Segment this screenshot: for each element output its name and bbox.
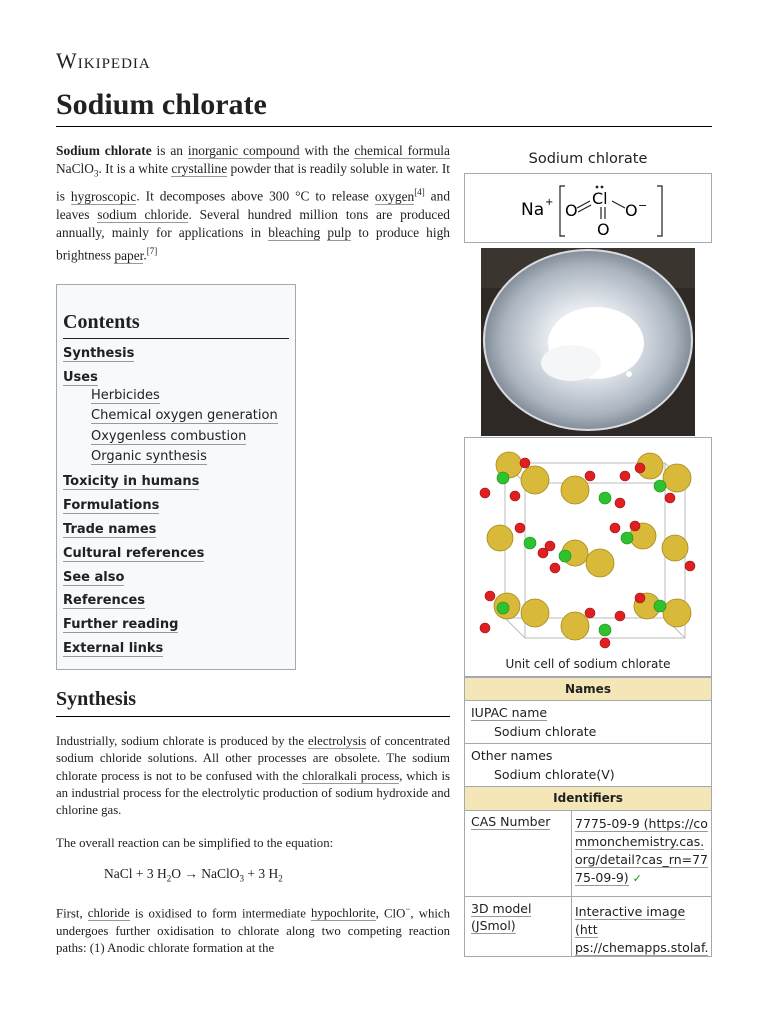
svg-text:O: O	[625, 201, 638, 220]
link-paper[interactable]: paper	[114, 247, 144, 263]
other-names-value: Sodium chlorate(V)	[494, 767, 615, 782]
3d-model-row	[464, 897, 712, 957]
link-electrolysis[interactable]: electrolysis	[307, 734, 367, 748]
column-divider	[571, 811, 572, 897]
toc-item-oxygenless-combustion[interactable]: Oxygenless combustion	[91, 429, 247, 444]
ref-4[interactable]: [4]	[414, 187, 425, 198]
toc-title: Contents	[63, 311, 140, 333]
column-divider	[571, 897, 572, 957]
synthesis-paragraph-2: The overall reaction can be simplified to the equation:	[56, 836, 334, 850]
svg-text:+: +	[545, 197, 554, 208]
iupac-name-label[interactable]: IUPAC name	[471, 705, 548, 720]
toc-item-trade-names[interactable]: Trade names	[63, 522, 157, 537]
infobox-title: Sodium chlorate	[528, 151, 648, 167]
toc-item-uses[interactable]: Uses	[63, 370, 98, 385]
unit-cell-caption: Unit cell of sodium chlorate	[505, 657, 671, 671]
iupac-name-row	[464, 701, 712, 744]
link-bleaching[interactable]: bleaching	[268, 224, 321, 240]
section-heading-synthesis: Synthesis	[56, 688, 137, 710]
toc-item-formulations[interactable]: Formulations	[63, 498, 160, 513]
iupac-name-value: Sodium chlorate	[494, 724, 597, 739]
cas-number-value[interactable]: 7775-09-9 (https://co mmonchemistry.cas. org/detail?cas_rn=77 75-09-9) ✓	[575, 816, 708, 885]
title-divider	[56, 126, 712, 127]
unit-cell-image[interactable]	[464, 437, 712, 677]
link-crystalline[interactable]: crystalline	[171, 161, 228, 177]
wikipedia-wordmark[interactable]: Wikipedia	[56, 48, 151, 73]
cas-number-row	[464, 811, 712, 897]
link-pulp[interactable]: pulp	[327, 224, 352, 240]
toc-item-further-reading[interactable]: Further reading	[63, 617, 179, 632]
verified-check-icon: ✓	[632, 872, 642, 885]
cas-number-label[interactable]: CAS Number	[471, 814, 551, 829]
section-divider	[56, 716, 450, 717]
link-chemical-formula[interactable]: chemical formula	[354, 143, 450, 158]
toc-item-synthesis[interactable]: Synthesis	[63, 346, 135, 361]
toc-divider	[63, 338, 289, 339]
3d-model-value[interactable]: Interactive image (htt ps://chemapps.stolaf.	[575, 904, 709, 955]
toc-item-chemical-oxygen-generation[interactable]: Chemical oxygen generation	[91, 408, 278, 423]
lead-paragraph: Sodium chlorate is an inorganic compound with the chemical formula NaClO$_3$. It is a white crystalline powder that is readily soluble in water. It is hygroscopic. It decomposes above 300 °C to release oxygen[4] and leaves sodium chloride. Several hundred million tons are produced annually, mainly for applications in bleaching pulp to produce high brightness paper.[7]	[56, 143, 451, 263]
toc-item-cultural-references[interactable]: Cultural references	[63, 546, 205, 561]
reaction-equation: NaCl + 3 $H_2O$ → NaClO$_3$ + 3 $H_2$	[104, 866, 283, 884]
toc-item-herbicides[interactable]: Herbicides	[91, 388, 160, 403]
structural-formula[interactable]	[464, 173, 712, 243]
toc-item-toxicity[interactable]: Toxicity in humans	[63, 474, 200, 489]
table-of-contents	[56, 284, 296, 670]
ref-7[interactable]: [7]	[146, 246, 158, 257]
infobox	[464, 145, 712, 957]
other-names-label: Other names	[471, 748, 553, 763]
link-chloralkali-process[interactable]: chloralkali process	[302, 768, 400, 783]
svg-text:Cl: Cl	[592, 189, 608, 208]
structural-formula-drawing	[465, 174, 711, 242]
svg-text:Na: Na	[521, 200, 545, 220]
link-oxygen[interactable]: oxygen	[374, 188, 415, 204]
toc-item-organic-synthesis[interactable]: Organic synthesis	[91, 449, 207, 464]
svg-text:O: O	[597, 220, 610, 239]
link-hygroscopic[interactable]: hygroscopic	[70, 188, 137, 204]
synthesis-paragraph-3: First, chloride is oxidised to form intermediate hypochlorite, ClO−, which undergoes further oxidisation to chlorate along two competing reaction paths: (1) Anodic chlorate formation at the	[56, 904, 450, 955]
toc-item-references[interactable]: References	[63, 593, 146, 608]
lead-bold-term: Sodium chlorate	[56, 143, 152, 158]
svg-text:O: O	[565, 201, 578, 220]
page-title: Sodium chlorate	[56, 88, 267, 121]
identifiers-header: Identifiers	[464, 787, 712, 811]
link-inorganic-compound[interactable]: inorganic compound	[187, 143, 300, 158]
sodium-chlorate-photo[interactable]	[481, 248, 695, 436]
link-chloride[interactable]: chloride	[87, 906, 130, 921]
3d-model-label[interactable]: 3D model (JSmol)	[471, 901, 532, 933]
link-hypochlorite[interactable]: hypochlorite	[311, 906, 376, 921]
link-sodium-chloride[interactable]: sodium chloride	[97, 206, 189, 222]
names-header: Names	[464, 677, 712, 701]
other-names-row	[464, 744, 712, 787]
svg-text:−: −	[638, 199, 648, 212]
synthesis-paragraph-1: Industrially, sodium chlorate is produced by the electrolysis of concentrated sodium chloride solutions. All other processes are obsolete. The sodium chlorate process is not to be confused with the chloralkali process, which is an industrial process for the electrolytic production of sodium hydroxide and chlorine gas.	[56, 734, 450, 818]
toc-item-see-also[interactable]: See also	[63, 570, 125, 585]
toc-item-external-links[interactable]: External links	[63, 641, 164, 656]
